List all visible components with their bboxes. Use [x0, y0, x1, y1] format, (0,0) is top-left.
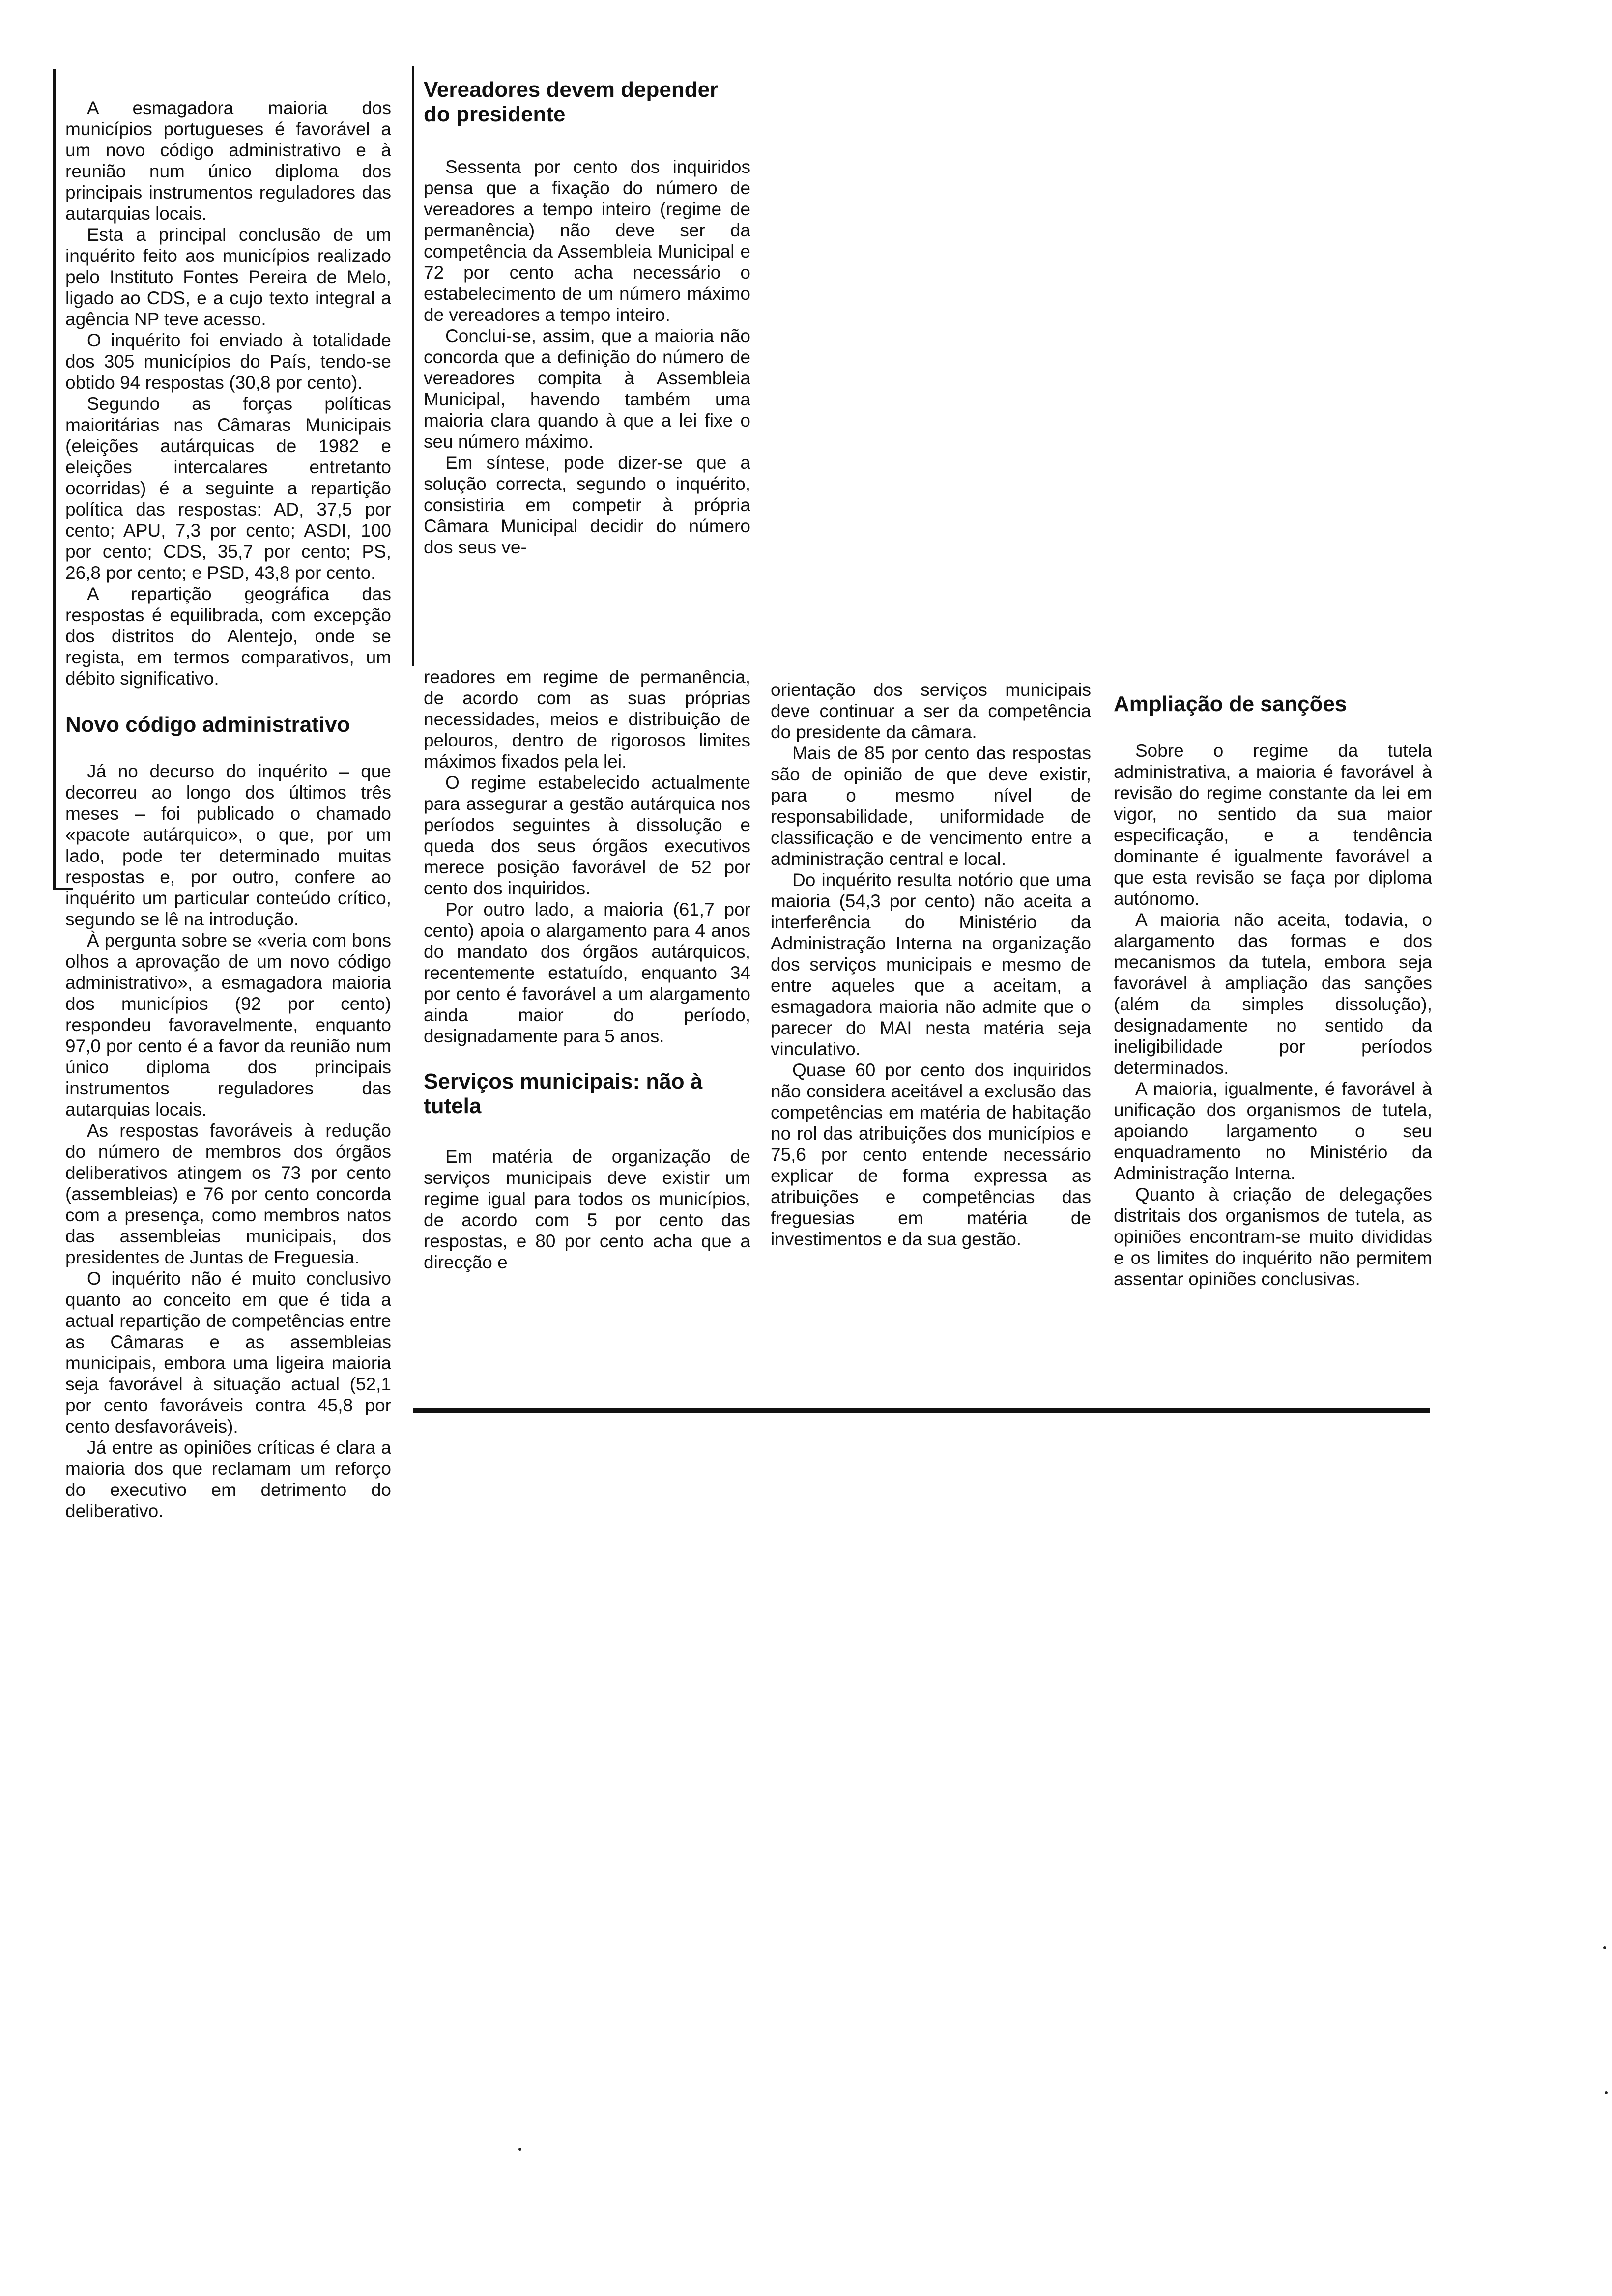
paragraph: Mais de 85 por cento das respostas são de opinião de que deve existir, para o mesmo nível de responsabilidade, uniformidade de classificação e de vencimento entre a administração central e local. — [771, 743, 1091, 869]
clipping-left-border — [53, 69, 56, 890]
paragraph: Segundo as forças políticas maioritárias nas Câmaras Municipais (eleições autárquicas de 1982 e eleições intercalares entretanto ocorridas) é a seguinte a repartição política das respostas: AD, 37,5 por cento; APU, 7,3 por cento; ASDI, 100 por cento; CDS, 35,7 por cento; PS, 26,8 por cento; e PSD, 43,8 por cento. — [65, 394, 391, 583]
column-divider-1 — [412, 66, 414, 666]
paragraph: readores em regime de permanência, de acordo com as suas próprias necessidades, meios e distribuição de pelouros, dentro de rigorosos limites máximos fixados pela lei. — [424, 667, 750, 772]
paragraph: Conclui-se, assim, que a maioria não concorda que a definição do número de vereadores compita à Assembleia Municipal, havendo também uma maioria clara quando à que a lei fixe o seu número máximo. — [424, 326, 750, 452]
paragraph: O inquérito não é muito conclusivo quanto ao conceito em que é tida a actual repartição de competências entre as Câmaras e as assembleias municipais, embora uma ligeira maioria seja favorável à situação actual (52,1 por cento favoráveis contra 45,8 por cento desfavoráveis). — [65, 1268, 391, 1436]
paragraph: Esta a principal conclusão de um inquérito feito aos municípios realizado pelo Instituto Fontes Pereira de Melo, ligado ao CDS, e a cujo texto integral a agência NP teve acesso. — [65, 225, 391, 329]
section-heading-vereadores: Vereadores devem depender do presidente — [424, 78, 719, 126]
column-3 — [771, 679, 1091, 1250]
scan-speck — [518, 2148, 521, 2151]
paragraph: Em matéria de organização de serviços municipais deve existir um regime igual para todos os municípios, de acordo com 5 por cento das respostas, e 80 por cento acha que a direcção e — [424, 1147, 750, 1272]
paragraph: Já no decurso do inquérito – que decorreu ao longo dos últimos três meses – foi publicado o chamado «pacote autárquico», o que, por um lado, pode ter determinado muitas respostas e, por outro, confere ao inquérito um particular conteúdo crítico, segundo se lê na introdução. — [65, 761, 391, 929]
paragraph: Por outro lado, a maioria (61,7 por cento) apoia o alargamento para 4 anos do mandato dos órgãos autárquicos, recentemente estatuído, enquanto 34 por cento é favorável a um alargamento ainda maior do período, designadamente para 5 anos. — [424, 899, 750, 1046]
paragraph: Do inquérito resulta notório que uma maioria (54,3 por cento) não aceita a interferência do Ministério da Administração Interna na organização dos serviços municipais e mesmo de entre aqueles que a aceitam, a esmagadora maioria não admite que o parecer do MAI nesta matéria seja vinculativo. — [771, 870, 1091, 1059]
paragraph: O regime estabelecido actualmente para assegurar a gestão autárquica nos períodos seguintes à dissolução e queda dos seus órgãos executivos merece posição favorável de 52 por cento dos inquiridos. — [424, 773, 750, 898]
scan-speck — [1603, 1946, 1606, 1949]
paragraph: Sessenta por cento dos inquiridos pensa que a fixação do número de vereadores a tempo inteiro (regime de permanência) não deve ser da competência da Assembleia Municipal e 72 por cento acha necessário o estabelecimento de um número máximo de vereadores a tempo inteiro. — [424, 157, 750, 325]
paragraph: A maioria, igualmente, é favorável à unificação dos organismos de tutela, apoiando largamento o seu enquadramento no Ministério da Administração Interna. — [1114, 1079, 1432, 1183]
paragraph: Em síntese, pode dizer-se que a solução correcta, segundo o inquérito, consistiria em competir à própria Câmara Municipal decidir do número dos seus ve- — [424, 453, 750, 557]
paragraph: O inquérito foi enviado à totalidade dos 305 municípios do País, tendo-se obtido 94 respostas (30,8 por cento). — [65, 330, 391, 393]
paragraph: Sobre o regime da tutela administrativa, a maioria é favorável à revisão do regime constante da lei em vigor, no sentido da sua maior especificação, e a tendência dominante é igualmente favorável a que esta revisão se faça por diploma autónomo. — [1114, 741, 1432, 909]
section-heading-novo-codigo: Novo código administrativo — [65, 713, 350, 737]
paragraph: Quanto à criação de delegações distritais dos organismos de tutela, as opiniões encontram-se muito divididas e os limites do inquérito não permitem assentar opiniões conclusivas. — [1114, 1184, 1432, 1289]
paragraph: As respostas favoráveis à redução do número de membros dos órgãos deliberativos atingem os 73 por cento (assembleias) e 76 por cento concorda com a presença, como membros natos das assembleias municipais, dos presidentes de Juntas de Freguesia. — [65, 1120, 391, 1267]
paragraph: A repartição geográfica das respostas é equilibrada, com excepção dos distritos do Alentejo, onde se regista, em termos comparativos, um débito significativo. — [65, 584, 391, 689]
paragraph: A esmagadora maioria dos municípios portugueses é favorável a um novo código administrativo e à reunião num único diploma dos principais instrumentos reguladores das autarquias locais. — [65, 98, 391, 224]
paragraph: Já entre as opiniões críticas é clara a maioria dos que reclamam um reforço do executivo em detrimento do deliberativo. — [65, 1437, 391, 1521]
scan-speck — [1605, 2091, 1608, 2094]
paragraph: Quase 60 por cento dos inquiridos não considera aceitável a exclusão das competências em matéria de habitação no rol das atribuições dos municípios e 75,6 por cento entende necessário explicar de forma expressa as atribuições e competências das freguesias em matéria de investimentos e da sua gestão. — [771, 1060, 1091, 1249]
paragraph: orientação dos serviços municipais deve continuar a ser da competência do presidente da câmara. — [771, 680, 1091, 742]
article-bottom-rule — [413, 1408, 1430, 1413]
section-heading-servicos: Serviços municipais: não à tutela — [424, 1069, 703, 1118]
column-2-top — [424, 78, 750, 558]
column-1 — [65, 97, 391, 1521]
paragraph: À pergunta sobre se «veria com bons olhos a aprovação de um novo código administrativo», a esmagadora maioria dos municípios (92 por cento) respondeu favoravelmente, enquanto 97,0 por cento é a favor da reunião num único diploma dos principais instrumentos reguladores das autarquias locais. — [65, 930, 391, 1119]
column-2-bottom — [424, 666, 750, 1273]
section-heading-ampliacao: Ampliação de sanções — [1114, 692, 1347, 716]
paragraph: A maioria não aceita, todavia, o alargamento das formas e dos mecanismos da tutela, embora seja favorável à ampliação das sanções (além da simples dissolução), designadamente no sentido da ineligibilidade por períodos determinados. — [1114, 910, 1432, 1078]
column-4 — [1114, 692, 1432, 1290]
